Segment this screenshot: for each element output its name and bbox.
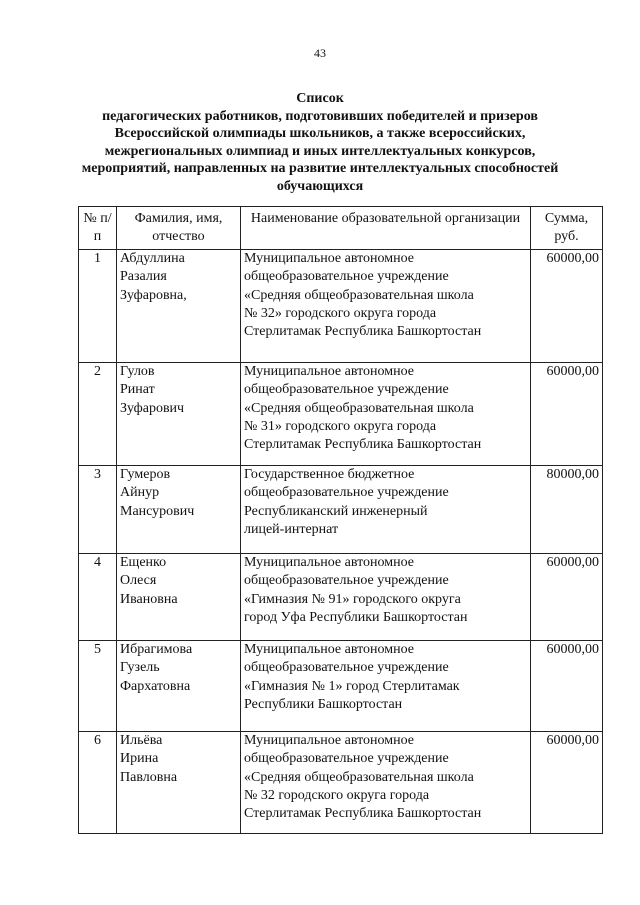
row-full-name: Ещенко Олеся Ивановна (117, 554, 241, 641)
row-organization: Муниципальное автономное общеобразовательное учреждение «Средняя общеобразовательная школа № 32 городского округа города Стерлитамак Республика Башкортостан (241, 732, 531, 834)
title-line: Всероссийской олимпиады школьников, а также всероссийских, (114, 126, 526, 141)
row-full-name: Гулов Ринат Зуфарович (117, 363, 241, 466)
title-line: обучающихся (276, 178, 364, 194)
row-organization: Муниципальное автономное общеобразовательное учреждение «Средняя общеобразовательная школа № 32» городского округа города Стерлитамак Республика Башкортостан (241, 250, 531, 363)
table-row (79, 466, 603, 554)
header-number: № п/п (79, 207, 117, 250)
row-number: 3 (79, 466, 117, 554)
table-header-row (79, 207, 603, 250)
table-row (79, 732, 603, 834)
row-amount: 60000,00 (531, 250, 603, 363)
row-full-name: Ильёва Ирина Павловна (117, 732, 241, 834)
row-organization: Государственное бюджетное общеобразовательное учреждение Республиканский инженерный лицей-интернат (241, 466, 531, 554)
row-number: 4 (79, 554, 117, 641)
table-row (79, 250, 603, 363)
row-amount: 60000,00 (531, 732, 603, 834)
row-number: 5 (79, 641, 117, 732)
title-line: мероприятий, направленных на развитие интеллектуальных способностей (81, 161, 559, 176)
teachers-table (78, 206, 603, 834)
document-title (60, 90, 580, 195)
row-full-name: Гумеров Айнур Мансурович (117, 466, 241, 554)
header-amount: Сумма, руб. (531, 207, 603, 250)
row-amount: 80000,00 (531, 466, 603, 554)
header-organization: Наименование образовательной организации (241, 207, 531, 250)
table-row (79, 554, 603, 641)
table-row (79, 641, 603, 732)
row-number: 2 (79, 363, 117, 466)
row-organization: Муниципальное автономное общеобразовательное учреждение «Средняя общеобразовательная школа № 31» городского округа города Стерлитамак Республика Башкортостан (241, 363, 531, 466)
header-full-name: Фамилия, имя, отчество (117, 207, 241, 250)
row-organization: Муниципальное автономное общеобразовательное учреждение «Гимназия № 91» городского округа город Уфа Республики Башкортостан (241, 554, 531, 641)
title-line: педагогических работников, подготовивших победителей и призеров (102, 108, 538, 124)
title-line: Список (296, 91, 344, 106)
row-number: 6 (79, 732, 117, 834)
row-amount: 60000,00 (531, 363, 603, 466)
row-number: 1 (79, 250, 117, 363)
row-organization: Муниципальное автономное общеобразовательное учреждение «Гимназия № 1» город Стерлитамак Республики Башкортостан (241, 641, 531, 732)
row-full-name: Ибрагимова Гузель Фархатовна (117, 641, 241, 732)
title-line: межрегиональных олимпиад и иных интеллектуальных конкурсов, (104, 143, 536, 159)
row-amount: 60000,00 (531, 641, 603, 732)
row-amount: 60000,00 (531, 554, 603, 641)
table-row (79, 363, 603, 466)
page-number: 43 (314, 46, 326, 60)
row-full-name: Абдуллина Разалия Зуфаровна, (117, 250, 241, 363)
